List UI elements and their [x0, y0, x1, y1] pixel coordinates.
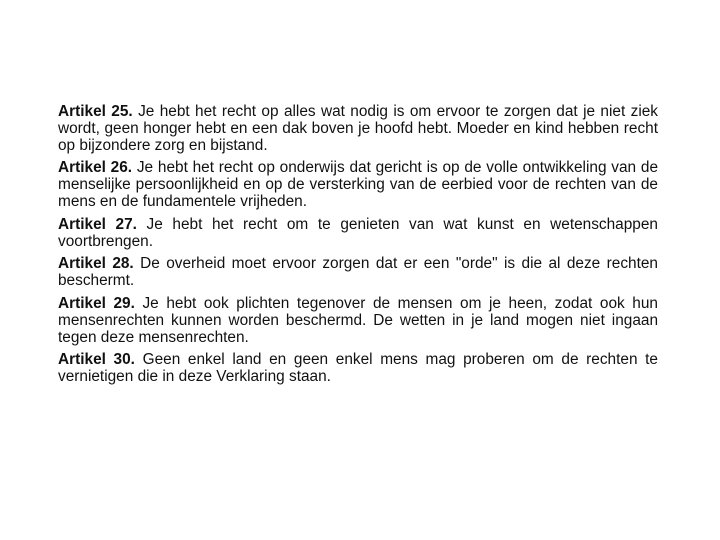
article-list	[58, 104, 658, 392]
article-28	[58, 256, 658, 290]
article-title: Artikel 30.	[58, 351, 135, 369]
article-27	[58, 217, 658, 251]
article-29	[58, 296, 658, 346]
article-text: Je hebt het recht op alles wat nodig is om ervoor te zorgen dat je niet ziek wordt, geen honger hebt en een dak boven je hoofd hebt. Moeder en kind hebben recht op bijzondere zorg en bijstand.	[58, 103, 659, 154]
article-title: Artikel 29.	[58, 294, 135, 312]
article-text: De overheid moet ervoor zorgen dat er een "orde" is die al deze rechten beschermt.	[58, 255, 658, 290]
article-26	[58, 160, 658, 210]
article-25	[58, 104, 658, 154]
article-text: Geen enkel land en geen enkel mens mag proberen om de rechten te vernietigen die in deze Verklaring staan.	[58, 351, 658, 386]
article-text: Je hebt het recht om te genieten van wat kunst en wetenschappen voortbrengen.	[58, 215, 658, 250]
article-title: Artikel 28.	[58, 255, 134, 273]
article-30	[58, 352, 658, 386]
article-title: Artikel 26.	[58, 159, 133, 177]
article-title: Artikel 27.	[58, 215, 137, 233]
article-title: Artikel 25.	[58, 103, 133, 120]
article-text: Je hebt het recht op onderwijs dat gericht is op de volle ontwikkeling van de menselijke persoonlijkheid en op de versterking van de eerbied voor de rechten van de mens en de fundamentele vrijheden.	[58, 159, 658, 210]
article-text: Je hebt ook plichten tegenover de mensen om je heen, zodat ook hun mensenrechten kunnen worden beschermd. De wetten in je land mogen niet ingaan tegen deze mensenrechten.	[58, 294, 658, 346]
